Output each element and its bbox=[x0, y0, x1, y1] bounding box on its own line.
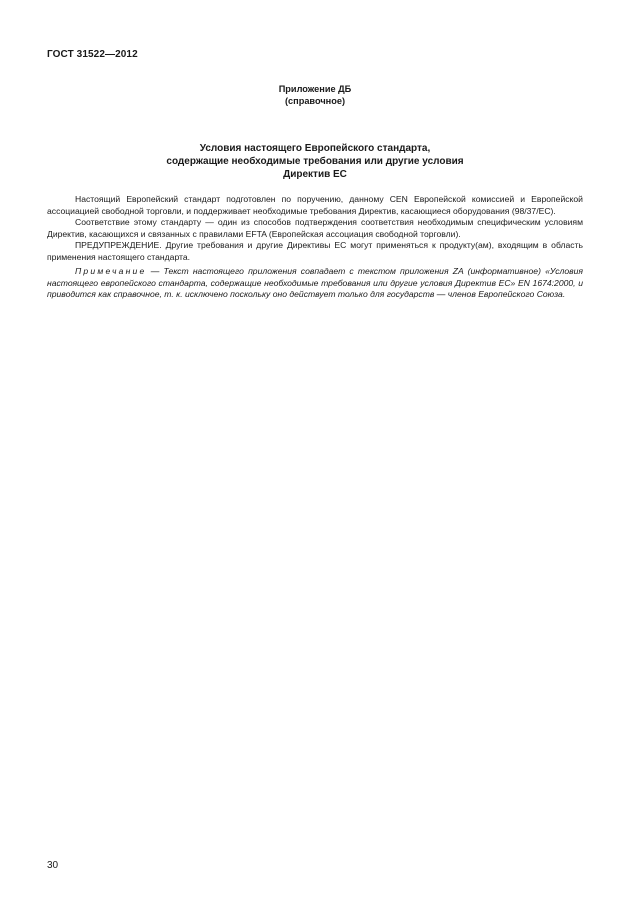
body-text bbox=[47, 194, 583, 301]
section-title-line-2: содержащие необходимые требования или другие условия bbox=[166, 156, 464, 167]
standard-header: ГОСТ 31522—2012 bbox=[47, 49, 138, 60]
appendix-subtitle: (справочное) bbox=[284, 96, 345, 106]
appendix-heading bbox=[0, 83, 630, 107]
page-number: 30 bbox=[47, 860, 59, 871]
paragraph-warning: ПРЕДУПРЕЖДЕНИЕ. Другие требования и другие Директивы ЕС могут применяться к продукту(ам), входящим в область применения настоящего стандарта. bbox=[47, 240, 583, 262]
section-title bbox=[0, 142, 630, 181]
paragraph-mandate: Настоящий Европейский стандарт подготовлен по поручению, данному CEN Европейской комиссией и Европейской ассоциацией свободной торговли, и поддерживает необходимые требования Директив, касающиеся оборудования (98/37/EC). bbox=[47, 194, 583, 216]
section-title-line-1: Условия настоящего Европейского стандарта, bbox=[199, 143, 431, 154]
section-title-line-3: Директив ЕС bbox=[283, 169, 347, 180]
note-paragraph bbox=[47, 266, 583, 301]
note-text: — Текст настоящего приложения совпадает с текстом приложения ZA (информативное) «Условия настоящего европейского стандарта, содержащие необходимые требования или другие условия Директив ЕС» EN 1674:2000, и приводится как справочное, т. к. исключено поскольку оно действует только для государств — членов Европейского Союза. bbox=[47, 266, 583, 299]
note-lead: Примечание bbox=[75, 266, 147, 276]
appendix-title: Приложение ДБ bbox=[278, 84, 352, 94]
paragraph-conformity: Соответствие этому стандарту — один из способов подтверждения соответствия необходимым специфическим условиям Директив, касающихся и связанных с правилами EFTA (Европейская ассоциация свободной торговли). bbox=[47, 217, 583, 239]
